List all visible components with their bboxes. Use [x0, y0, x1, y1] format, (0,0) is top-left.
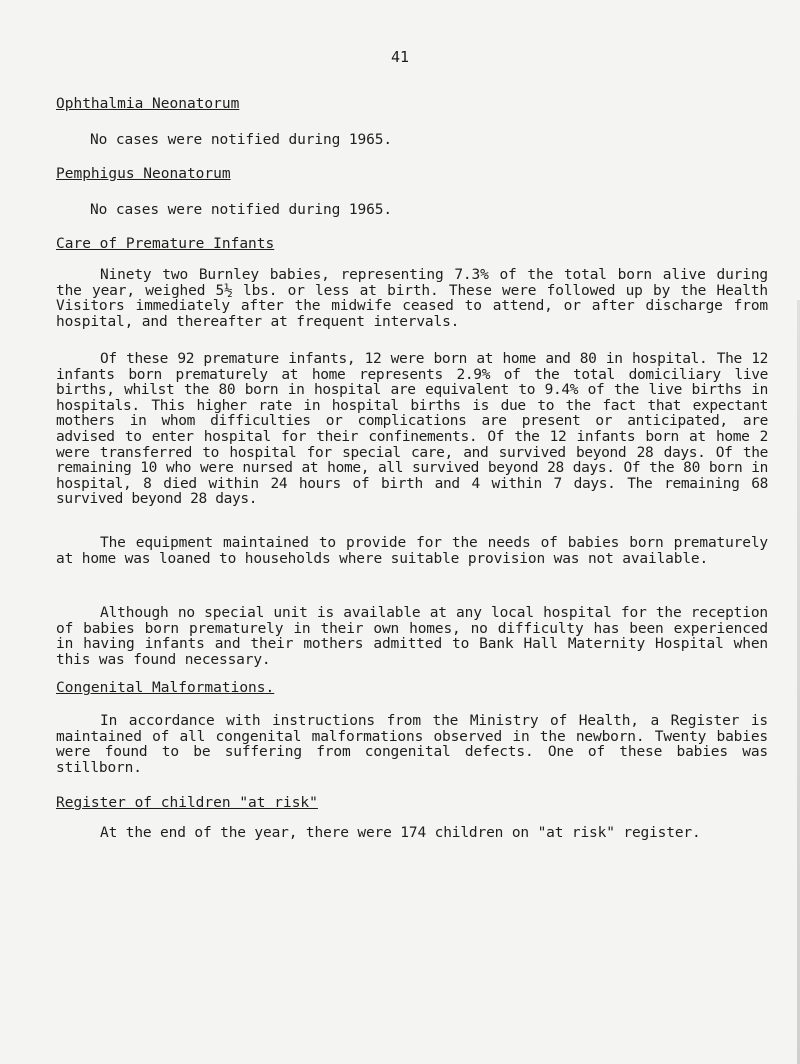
ophthalmia-note: No cases were notified during 1965. [90, 132, 393, 148]
premature-paragraph-3: The equipment maintained to provide for the needs of babies born prematurely at home was loaned to households where suitable provision was not available. [56, 535, 768, 567]
page-number: 41 [390, 48, 410, 66]
heading-register-at-risk: Register of children "at risk" [56, 795, 318, 811]
pemphigus-note: No cases were notified during 1965. [90, 202, 393, 218]
heading-congenital-malformations: Congenital Malformations. [56, 680, 275, 696]
heading-care-of-premature-infants: Care of Premature Infants [56, 236, 275, 252]
premature-paragraph-2: Of these 92 premature infants, 12 were born at home and 80 in hospital. The 12 infants born prematurely at home represents 2.9% of the total domiciliary live births, whilst the 80 born in hospital are equivalent to 9.4% of the live births in hospitals. This higher rate in hospital births is due to the fact that expectant mothers in whom difficulties or complications are present or anticipated, are advised to enter hospital for their confinements. Of the 12 infants born at home 2 were transferred to hospital for special care, and survived beyond 28 days. Of the remaining 10 who were nursed at home, all survived beyond 28 days. Of the 80 born in hospital, 8 died within 24 hours of birth and 4 within 7 days. The remaining 68 survived beyond 28 days. [56, 351, 768, 508]
register-paragraph: At the end of the year, there were 174 children on "at risk" register. [100, 825, 701, 841]
premature-paragraph-4: Although no special unit is available at any local hospital for the reception of babies born prematurely in their own homes, no difficulty has been experienced in having infants and their mothers admitted to Bank Hall Maternity Hospital when this was found necessary. [56, 605, 768, 668]
congenital-paragraph: In accordance with instructions from the Ministry of Health, a Register is maintained of all congenital malformations observed in the newborn. Twenty babies were found to be suffering from congenital defects. One of these babies was stillborn. [56, 713, 768, 776]
premature-paragraph-1: Ninety two Burnley babies, representing 7.3% of the total born alive during the year, weighed 5½ lbs. or less at birth. These were followed up by the Health Visitors immediately after the midwife ceased to attend, or after discharge from hospital, and thereafter at frequent intervals. [56, 267, 768, 330]
heading-ophthalmia-neonatorum: Ophthalmia Neonatorum [56, 96, 240, 112]
heading-pemphigus-neonatorum: Pemphigus Neonatorum [56, 166, 231, 182]
